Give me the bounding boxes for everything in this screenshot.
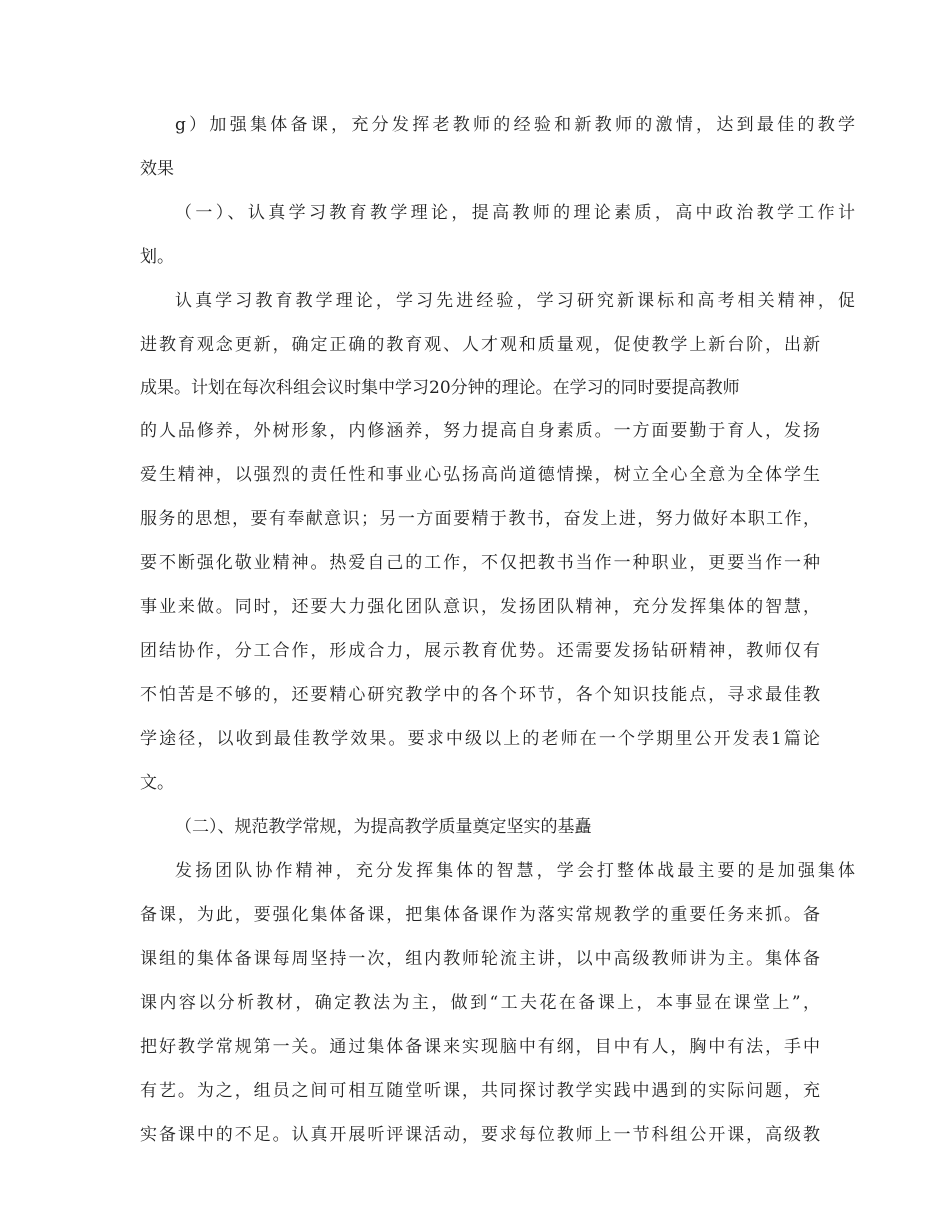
- paragraph-g-line-1: g）加强集体备课，充分发挥老教师的经验和新教师的激情，达到最佳的教学: [175, 115, 855, 135]
- section-1-body-line-5: 爱生精神，以强烈的责任性和事业心弘扬高尚道德情操，树立全心全意为全体学生: [140, 465, 820, 485]
- section-1-body-line-7: 要不断强化敬业精神。热爱自己的工作，不仅把教书当作一种职业，更要当作一种: [140, 553, 820, 573]
- section-1-body-line-6: 服务的思想，要有奉献意识；另一方面要精于教书，奋发上进，努力做好本职工作，: [140, 509, 820, 529]
- section-2-heading: （二）、规范教学常规，为提高教学质量奠定坚实的基矗: [175, 817, 592, 837]
- section-2-body-line-3: 课组的集体备课每周坚持一次，组内教师轮流主讲，以中高级教师讲为主。集体备: [140, 949, 820, 969]
- section-1-body-line-1: 认真学习教育教学理论，学习先进经验，学习研究新课标和高考相关精神，促: [175, 291, 855, 311]
- section-1-body-line-9: 团结协作，分工合作，形成合力，展示教育优势。还需要发扬钻研精神，教师仅有: [140, 641, 820, 661]
- section-1-body-line-11: 学途径，以收到最佳教学效果。要求中级以上的老师在一个学期里公开发表1篇论: [140, 729, 820, 749]
- section-2-body-line-7: 实备课中的不足。认真开展听评课活动，要求每位教师上一节科组公开课，高级教: [140, 1125, 820, 1145]
- section-2-body-line-2: 备课，为此，要强化集体备课，把集体备课作为落实常规教学的重要任务来抓。备: [140, 905, 820, 925]
- section-2-body-line-5: 把好教学常规第一关。通过集体备课来实现脑中有纲，目中有人，胸中有法，手中: [140, 1037, 820, 1057]
- paragraph-g-line-2: 效果: [140, 159, 174, 179]
- section-1-heading-line-1: （一）、认真学习教育教学理论，提高教师的理论素质，高中政治教学工作计: [175, 203, 855, 223]
- section-1-body-line-2: 进教育观念更新，确定正确的教育观、人才观和质量观，促使教学上新台阶，出新: [140, 335, 820, 355]
- section-2-body-line-1: 发扬团队协作精神，充分发挥集体的智慧，学会打整体战最主要的是加强集体: [175, 861, 855, 881]
- section-2-body-line-6: 有艺。为之，组员之间可相互随堂听课，共同探讨教学实践中遇到的实际问题，充: [140, 1081, 820, 1101]
- section-1-body-line-10: 不怕苦是不够的，还要精心研究教学中的各个环节，各个知识技能点，寻求最佳教: [140, 685, 820, 705]
- section-1-body-line-3: 成果。计划在每次科组会议时集中学习20分钟的理论。在学习的同时要提高教师: [140, 378, 740, 398]
- section-1-body-line-12: 文。: [140, 773, 174, 793]
- section-1-body-line-8: 事业来做。同时，还要大力强化团队意识，发扬团队精神，充分发挥集体的智慧，: [140, 597, 820, 617]
- section-1-heading-line-2: 划。: [140, 247, 174, 267]
- section-2-body-line-4: 课内容以分析教材，确定教法为主，做到“工夫花在备课上，本事显在课堂上”，: [140, 993, 820, 1013]
- section-1-body-line-4: 的人品修养，外树形象，内修涵养，努力提高自身素质。一方面要勤于育人，发扬: [140, 421, 820, 441]
